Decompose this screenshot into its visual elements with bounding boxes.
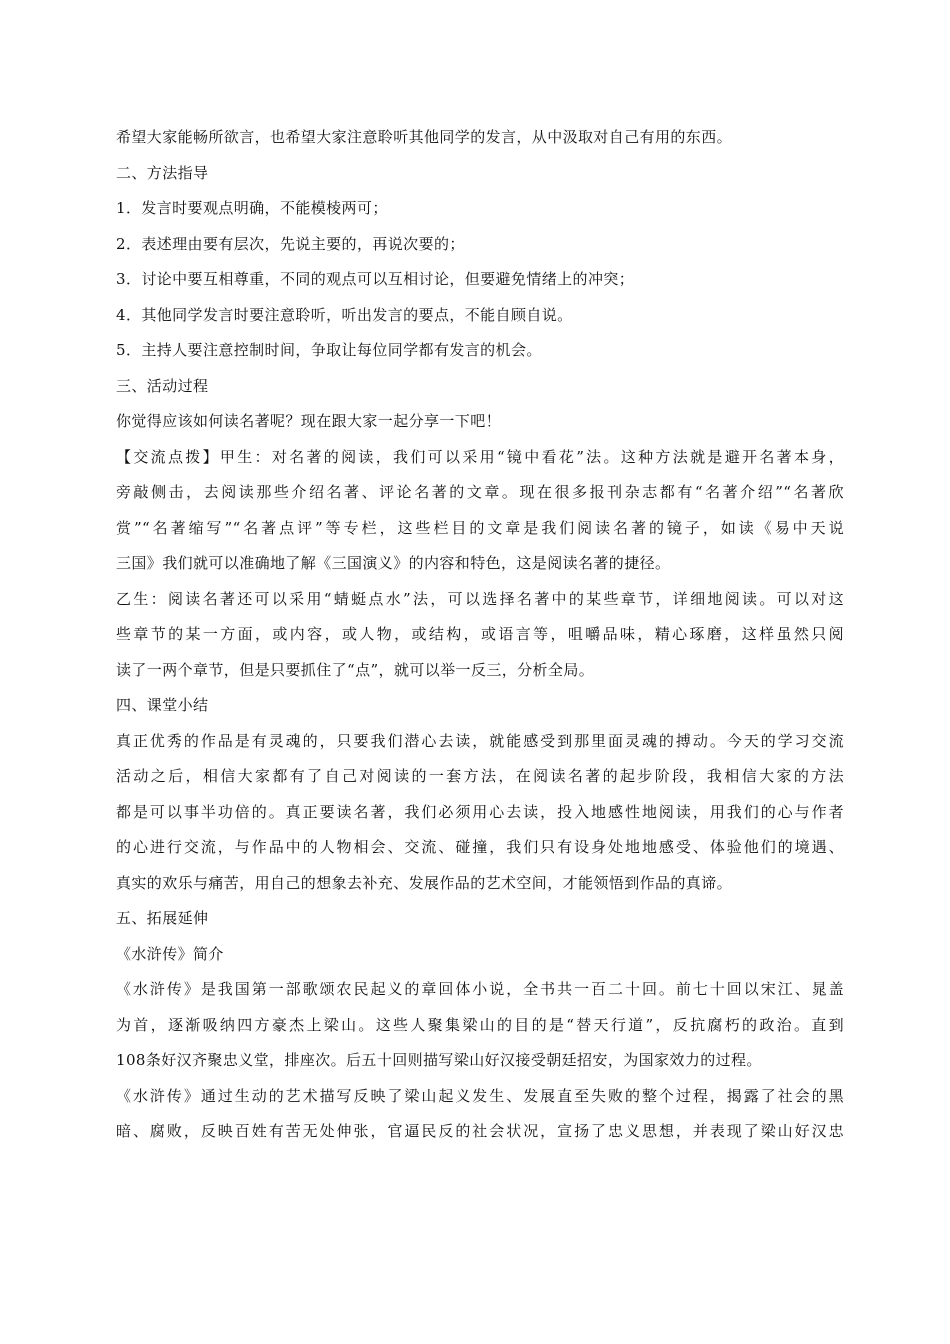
section-heading: 三、活动过程 bbox=[116, 376, 209, 395]
text-line: 活动之后，相信大家都有了自己对阅读的一套方法，在阅读名著的起步阶段，我相信大家的方法 bbox=[116, 767, 844, 785]
text-line: 些章节的某一方面，或内容，或人物，或结构，或语言等，咀嚼品味，精心琢磨，这样虽然只阅 bbox=[116, 625, 844, 643]
list-item: 5．主持人要注意控制时间，争取让每位同学都有发言的机会。 bbox=[116, 341, 542, 359]
section-heading: 五、拓展延伸 bbox=[116, 909, 209, 927]
text-line: 读了一两个章节，但是只要抓住了“点”，就可以举一反三，分析全局。 bbox=[116, 660, 595, 679]
list-item: 3．讨论中要互相尊重，不同的观点可以互相讨论，但要避免情绪上的冲突； bbox=[116, 270, 635, 288]
text-line: 真正优秀的作品是有灵魂的，只要我们潜心去读，就能感受到那里面灵魂的搏动。今天的学习交流 bbox=[116, 731, 844, 750]
list-item: 2．表述理由要有层次，先说主要的，再说次要的； bbox=[116, 234, 465, 253]
text-line: 你觉得应该如何读名著呢？现在跟大家一起分享一下吧！ bbox=[116, 412, 502, 430]
list-item: 4．其他同学发言时要注意聆听，听出发言的要点，不能自顾自说。 bbox=[116, 305, 573, 324]
text-line: 真实的欢乐与痛苦，用自己的想象去补充、发展作品的艺术空间，才能领悟到作品的真谛。 bbox=[116, 873, 733, 892]
text-line: 108条好汉齐聚忠义堂，排座次。后五十回则描写梁山好汉接受朝廷招安，为国家效力的过程。 bbox=[116, 1051, 762, 1069]
section-heading: 四、课堂小结 bbox=[116, 696, 209, 714]
text-line: 为首，逐渐吸纳四方豪杰上梁山。这些人聚集梁山的目的是“替天行道”，反抗腐朽的政治。直到 bbox=[116, 1015, 844, 1034]
text-line: 赏”“名著缩写”“名著点评”等专栏，这些栏目的文章是我们阅读名著的镜子，如读《易中天说 bbox=[116, 518, 844, 537]
text-line: 暗、腐败，反映百姓有苦无处伸张，官逼民反的社会状况，宣扬了忠义思想，并表现了梁山好汉忠 bbox=[116, 1122, 844, 1140]
subheading: 《水浒传》简介 bbox=[116, 944, 224, 963]
list-item: 1．发言时要观点明确，不能模棱两可； bbox=[116, 199, 388, 217]
document-body bbox=[116, 120, 844, 1150]
text-line: 乙生：阅读名著还可以采用“蜻蜓点水”法，可以选择名著中的某些章节，详细地阅读。可以对这 bbox=[116, 589, 844, 608]
text-line: 旁敲侧击，去阅读那些介绍名著、评论名著的文章。现在很多报刊杂志都有“名著介绍”“名著欣 bbox=[116, 483, 844, 501]
text-line: 希望大家能畅所欲言，也希望大家注意聆听其他同学的发言，从中汲取对自己有用的东西。 bbox=[116, 128, 733, 146]
text-line: 三国》我们就可以准确地了解《三国演义》的内容和特色，这是阅读名著的捷径。 bbox=[116, 554, 671, 572]
text-line: 【交流点拨】甲生：对名著的阅读，我们可以采用“镜中看花”法。这种方法就是避开名著本身， bbox=[116, 447, 844, 466]
text-line: 《水浒传》通过生动的艺术描写反映了梁山起义发生、发展直至失败的整个过程，揭露了社会的黑 bbox=[116, 1086, 844, 1105]
text-line: 都是可以事半功倍的。真正要读名著，我们必须用心去读，投入地感性地阅读，用我们的心与作者 bbox=[116, 802, 844, 821]
text-line: 《水浒传》是我国第一部歌颂农民起义的章回体小说，全书共一百二十回。前七十回以宋江、晁盖 bbox=[116, 980, 844, 998]
section-heading: 二、方法指导 bbox=[116, 163, 209, 182]
text-line: 的心进行交流，与作品中的人物相会、交流、碰撞，我们只有设身处地地感受、体验他们的境遇、 bbox=[116, 838, 844, 856]
